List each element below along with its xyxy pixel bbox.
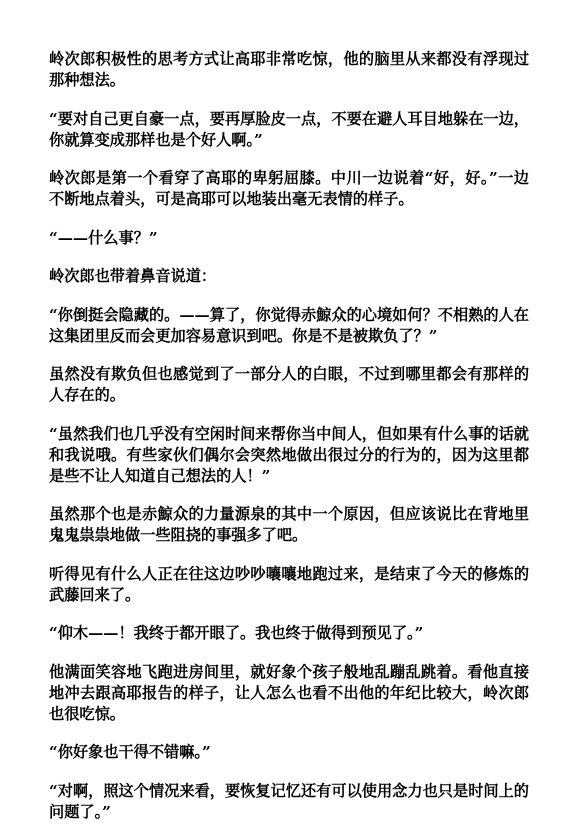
paragraph: “要对自己更自豪一点，要再厚脸皮一点，不要在避人耳目地躲在一边，你就算变成那样也是个好人啊。” <box>49 109 529 149</box>
paragraph: “虽然我们也几乎没有空闲时间来帮你当中间人，但如果有什么事的话就和我说哦。有些家伙们偶尔会突然地做出很过分的行为的，因为这里都是些不让人知道自己想法的人！” <box>49 424 529 485</box>
paragraph: “你好象也干得不错嘛。” <box>49 743 211 761</box>
paragraph: 岭次郎积极性的思考方式让高耶非常吃惊，他的脑里从来都没有浮现过那种想法。 <box>49 50 529 89</box>
paragraph: 岭次郎也带着鼻音说道： <box>49 267 217 285</box>
document-page <box>49 49 529 840</box>
paragraph: “——什么事？” <box>49 228 158 247</box>
paragraph: 虽然没有欺负但也感觉到了一部分人的白眼，不过到哪里都会有那样的人存在的。 <box>49 365 529 404</box>
paragraph: 他满面笑容地飞跑进房间里，就好象个孩子般地乱蹦乱跳着。看他直接地冲去跟高耶报告的样子，让人怎么也看不出他的年纪比较大，岭次郎也很吃惊。 <box>49 662 529 723</box>
paragraph: “你倒挺会隐藏的。——算了，你觉得赤鯨众的心境如何？不相熟的人在这集团里反而会更加容易意识到吧。你是不是被欺负了？” <box>49 305 529 345</box>
paragraph: 虽然那个也是赤鯨众的力量源泉的其中一个原因，但应该说比在背地里鬼鬼祟祟地做一些阻挠的事强多了吧。 <box>49 505 529 544</box>
paragraph: 听得见有什么人正在往这边吵吵嚷嚷地跑过来，是结束了今天的修炼的武藤回来了。 <box>49 564 529 604</box>
paragraph: 岭次郎是第一个看穿了高耶的卑躬屈膝。中川一边说着“好，好。”一边不断地点着头，可是高耶可以地装出毫无表情的样子。 <box>49 169 529 208</box>
paragraph: “对啊，照这个情况来看，要恢复记忆还有可以使用念力也只是时间上的问题了。” <box>49 781 529 821</box>
paragraph: “仰木——！我终于都开眼了。我也终于做得到预见了。” <box>49 624 424 642</box>
